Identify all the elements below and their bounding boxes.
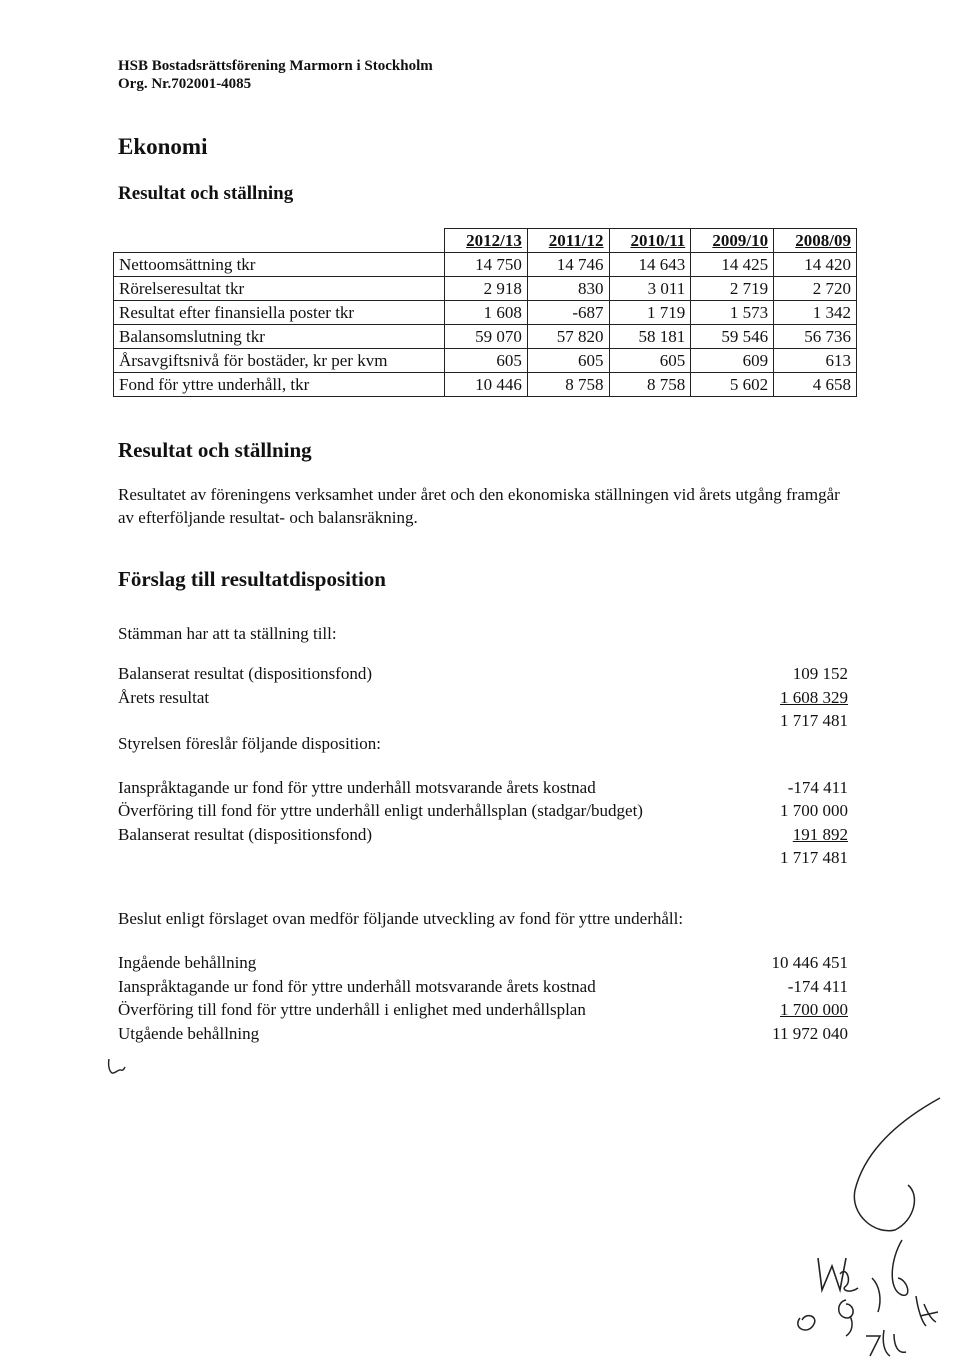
row-label: Utgående behållning <box>118 1024 260 1043</box>
board-proposal-row <box>118 732 848 755</box>
table-cell: 8 758 <box>609 373 691 397</box>
table-cell: 1 719 <box>609 301 691 325</box>
table-cell: 1 573 <box>691 301 774 325</box>
table-cell: 830 <box>527 277 609 301</box>
table-cell: 8 758 <box>527 373 609 397</box>
column-header: 2009/10 <box>691 229 774 253</box>
row-label: Överföring till fond för yttre underhåll i enlighet med underhållsplan <box>118 1000 586 1019</box>
table-cell: 14 643 <box>609 253 691 277</box>
row-label: Årets resultat <box>118 688 210 707</box>
row-value: 1 608 329 <box>780 688 848 707</box>
disposition-row <box>118 799 848 822</box>
table-cell: -687 <box>527 301 609 325</box>
row-value: 10 446 451 <box>771 953 848 972</box>
total-value: 1 717 481 <box>780 711 848 730</box>
table-cell: 605 <box>609 349 691 373</box>
section-title-proposal: Förslag till resultatdisposition <box>118 567 386 591</box>
table-cell: 57 820 <box>527 325 609 349</box>
disposition-total-row <box>118 846 848 869</box>
row-label: Balansomslutning tkr <box>114 325 445 349</box>
row-label: Resultat efter finansiella poster tkr <box>114 301 445 325</box>
table-cell: 10 446 <box>445 373 528 397</box>
column-header: 2010/11 <box>609 229 691 253</box>
table-cell: 5 602 <box>691 373 774 397</box>
row-label: Ianspråktagande ur fond för yttre underhåll motsvarande årets kostnad <box>118 977 596 996</box>
org-name: HSB Bostadsrättsförening Marmorn i Stockholm <box>118 58 433 74</box>
row-value: 109 152 <box>792 664 848 683</box>
table-cell: 14 420 <box>774 253 857 277</box>
row-label: Balanserat resultat (dispositionsfond) <box>118 664 373 683</box>
column-header: 2012/13 <box>445 229 528 253</box>
table-row <box>114 253 857 277</box>
table-cell: 605 <box>445 349 528 373</box>
org-number: Org. Nr.702001-4085 <box>118 76 252 92</box>
row-value: -174 411 <box>787 778 848 797</box>
table-cell: 4 658 <box>774 373 857 397</box>
fund-row <box>118 951 848 974</box>
row-value: -174 411 <box>787 977 848 996</box>
page-title: Ekonomi <box>118 134 208 159</box>
row-label: Nettoomsättning tkr <box>114 253 445 277</box>
fund-row <box>118 975 848 998</box>
table-cell: 59 546 <box>691 325 774 349</box>
table-cell: 59 070 <box>445 325 528 349</box>
available-row <box>118 662 848 685</box>
table-row <box>114 277 857 301</box>
table-cell: 14 425 <box>691 253 774 277</box>
table-header-blank <box>114 229 445 253</box>
available-row <box>118 686 848 709</box>
section-title-result: Resultat och ställning <box>118 438 312 462</box>
row-label: Ianspråktagande ur fond för yttre underhåll motsvarande årets kostnad <box>118 778 596 797</box>
table-cell: 2 720 <box>774 277 857 301</box>
table-row <box>114 301 857 325</box>
table-cell: 14 750 <box>445 253 528 277</box>
result-paragraph: Resultatet av föreningens verksamhet under året och den ekonomiska ställningen vid årets utgång framgår av efterföljande resultat- och balansräkning. <box>118 485 840 527</box>
available-total-row <box>118 709 848 732</box>
table-row <box>114 349 857 373</box>
row-label: Balanserat resultat (dispositionsfond) <box>118 825 373 844</box>
fund-development-intro: Beslut enligt förslaget ovan medför följande utveckling av fond för yttre underhåll: <box>118 909 684 928</box>
row-label: Överföring till fond för yttre underhåll enligt underhållsplan (stadgar/budget) <box>118 801 643 820</box>
column-header: 2008/09 <box>774 229 857 253</box>
row-label: Fond för yttre underhåll, tkr <box>114 373 445 397</box>
table-cell: 613 <box>774 349 857 373</box>
table-header-row <box>114 229 857 253</box>
key-figures-table <box>113 228 857 397</box>
table-cell: 58 181 <box>609 325 691 349</box>
fund-row <box>118 1022 848 1045</box>
table-cell: 2 918 <box>445 277 528 301</box>
table-cell: 1 342 <box>774 301 857 325</box>
initial-scribble-icon <box>106 1057 128 1077</box>
table-cell: 605 <box>527 349 609 373</box>
table-row <box>114 325 857 349</box>
row-value: 1 700 000 <box>780 1000 848 1019</box>
table-cell: 2 719 <box>691 277 774 301</box>
section-title-key-figures: Resultat och ställning <box>118 183 294 204</box>
disposition-row <box>118 823 848 846</box>
row-label: Rörelseresultat tkr <box>114 277 445 301</box>
column-header: 2011/12 <box>527 229 609 253</box>
row-value: 1 700 000 <box>780 801 848 820</box>
board-proposal-label: Styrelsen föreslår följande disposition: <box>118 734 381 753</box>
fund-row <box>118 998 848 1021</box>
table-cell: 3 011 <box>609 277 691 301</box>
row-value: 191 892 <box>792 825 848 844</box>
table-cell: 609 <box>691 349 774 373</box>
row-value: 11 972 040 <box>772 1024 848 1043</box>
table-row <box>114 373 857 397</box>
table-cell: 1 608 <box>445 301 528 325</box>
disposition-row <box>118 776 848 799</box>
table-cell: 14 746 <box>527 253 609 277</box>
handwritten-signatures-icon <box>780 1090 950 1360</box>
row-label: Ingående behållning <box>118 953 257 972</box>
row-label: Årsavgiftsnivå för bostäder, kr per kvm <box>114 349 445 373</box>
table-cell: 56 736 <box>774 325 857 349</box>
total-value: 1 717 481 <box>780 848 848 867</box>
proposal-intro: Stämman har att ta ställning till: <box>118 624 337 643</box>
